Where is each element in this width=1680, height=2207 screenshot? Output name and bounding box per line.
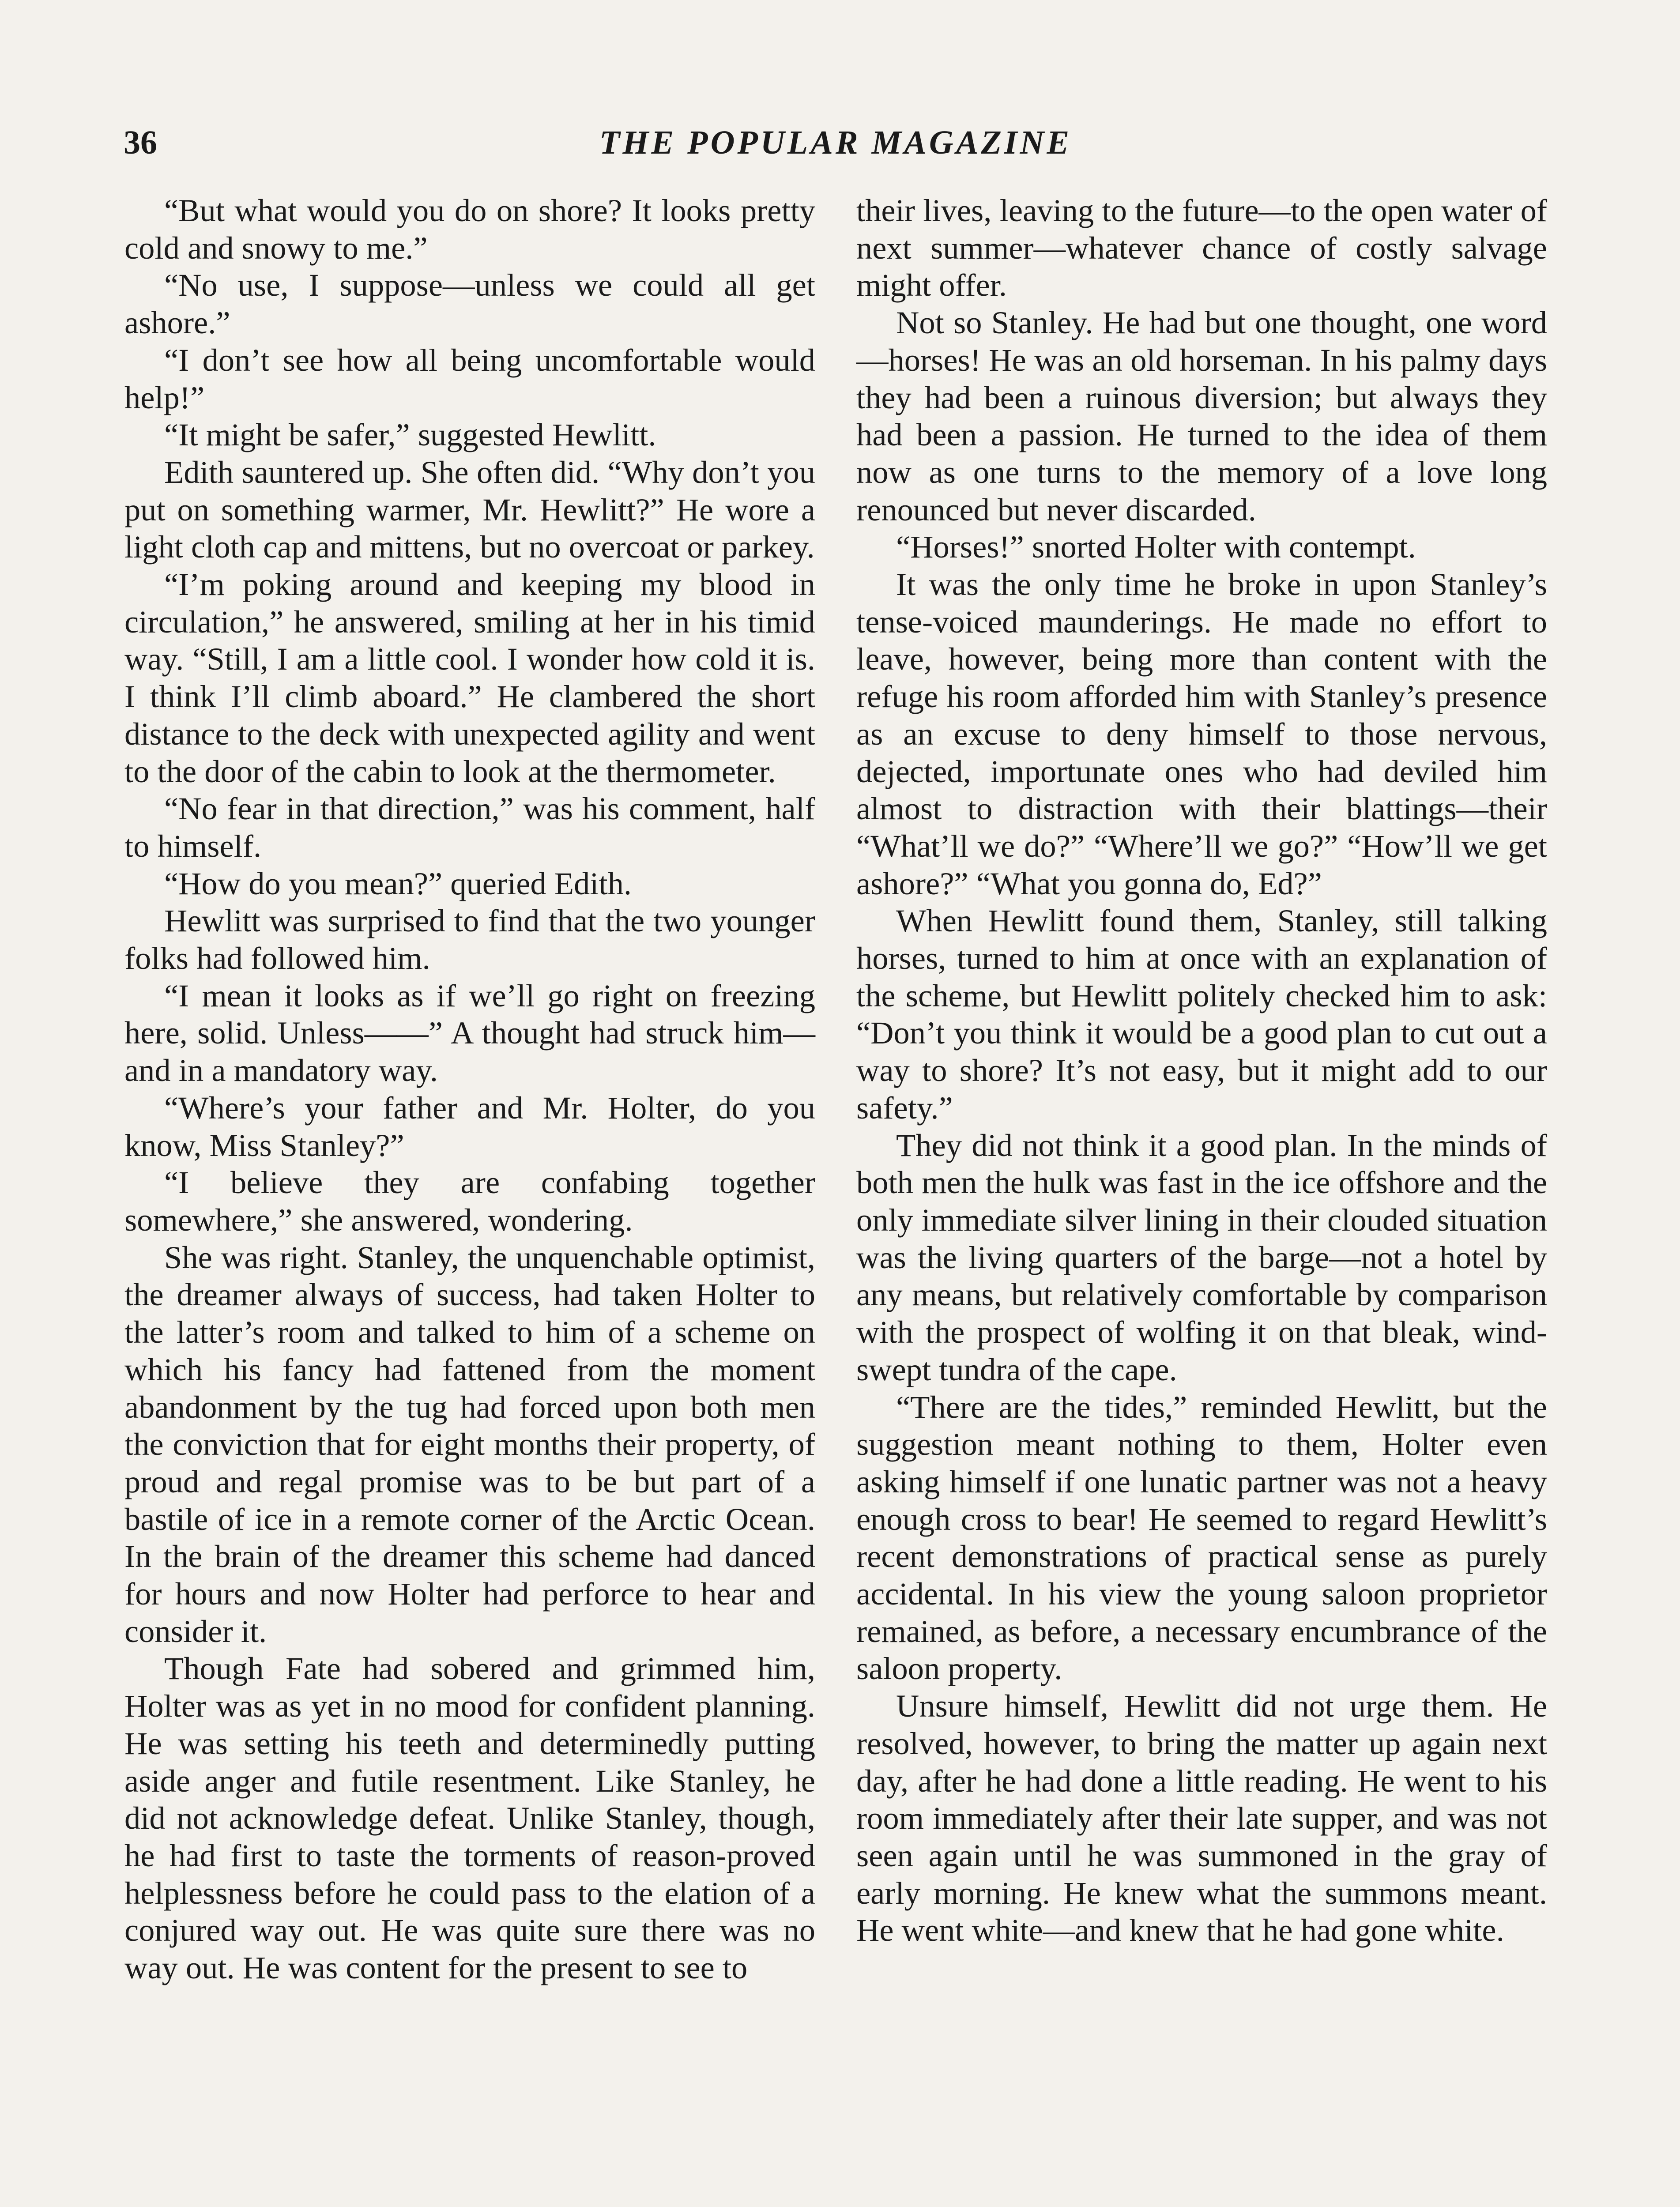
paragraph: “No use, I suppose—unless we could all get ashore.” xyxy=(124,267,815,341)
paragraph: She was right. Stanley, the unquenchable optimist, the dreamer always of success, had taken Holter to the latter’s room and talked to him of a scheme on which his fancy had fattened from the moment abandonment by the tug had forced upon both men the conviction that for eight months their property, of proud and regal promise was to be but part of a bastile of ice in a remote corner of the Arctic Ocean. In the brain of the dreamer this scheme had danced for hours and now Holter had perforce to hear and consider it. xyxy=(124,1239,815,1649)
page-header xyxy=(124,118,1548,167)
paragraph: “I mean it looks as if we’ll go right on freezing here, solid. Unless——” A thought had struck him—and in a mandatory way. xyxy=(124,977,815,1088)
paragraph: Hewlitt was surprised to find that the two younger folks had followed him. xyxy=(124,903,815,976)
paragraph: “There are the tides,” reminded Hewlitt, but the suggestion meant nothing to them, Holter even asking himself if one lunatic partner was not a heavy enough cross to bear! He seemed to regard Hewlitt’s recent demonstrations of practical sense as purely accidental. In his view the young saloon proprietor remained, as before, a necessary encumbrance of the saloon property. xyxy=(856,1389,1547,1687)
paragraph: their lives, leaving to the future—to the open water of next summer—whatever chance of costly salvage might offer. xyxy=(856,192,1547,303)
paragraph: “No fear in that direction,” was his comment, half to himself. xyxy=(124,791,815,864)
left-column xyxy=(124,192,815,1987)
paragraph: “I believe they are confabing together somewhere,” she answered, wondering. xyxy=(124,1164,815,1238)
paragraph: “Where’s your father and Mr. Holter, do you know, Miss Stanley?” xyxy=(124,1089,815,1163)
paragraph: It was the only time he broke in upon Stanley’s tense-voiced maunderings. He made no effort to leave, however, being more than content with the refuge his room afforded him with Stanley’s presence as an excuse to deny himself to those nervous, dejected, importunate ones who had deviled him almost to distraction with their blattings—their “What’ll we do?” “Where’ll we go?” “How’ll we get ashore?” “What you gonna do, Ed?” xyxy=(856,566,1547,901)
paragraph: Unsure himself, Hewlitt did not urge them. He resolved, however, to bring the matter up again next day, after he had done a little reading. He went to his room immediately after their late supper, and was not seen again until he was summoned in the gray of early morning. He knew what the summons meant. He went white—and knew that he had gone white. xyxy=(856,1688,1547,1948)
paragraph: Not so Stanley. He had but one thought, one word—horses! He was an old horseman. In his palmy days they had been a ruinous diversion; but always they had been a passion. He turned to the idea of them now as one turns to the memory of a love long renounced but never discarded. xyxy=(856,305,1547,527)
paragraph: “How do you mean?” queried Edith. xyxy=(164,865,632,901)
paragraph: “I’m poking around and keeping my blood in circulation,” he answered, smiling at her in his timid way. “Still, I am a little cool. I wonder how cold it is. I think I’ll climb aboard.” He clambered the short distance to the deck with unexpected agility and went to the door of the cabin to look at the thermometer. xyxy=(124,566,815,789)
paragraph: When Hewlitt found them, Stanley, still talking horses, turned to him at once with an explanation of the scheme, but Hewlitt politely checked him to ask: “Don’t you think it would be a good plan to cut out a way to shore? It’s not easy, but it might add to our safety.” xyxy=(856,903,1547,1126)
paragraph: Though Fate had sobered and grimmed him, Holter was as yet in no mood for confident planning. He was setting his teeth and determinedly putting aside anger and futile resentment. Like Stanley, he did not acknowledge defeat. Unlike Stanley, though, he had first to taste the torments of reason-proved helplessness before he could pass to the elation of a conjured way out. He was quite sure there was no way out. He was content for the present to see to xyxy=(124,1650,815,1986)
paragraph: Edith sauntered up. She often did. “Why don’t you put on something warmer, Mr. Hewlitt?” He wore a light cloth cap and mittens, but no overcoat or parkey. xyxy=(124,454,815,565)
paragraph: “But what would you do on shore? It looks pretty cold and snowy to me.” xyxy=(124,192,815,266)
magazine-title: THE POPULAR MAGAZINE xyxy=(599,124,1072,161)
paragraph: They did not think it a good plan. In the minds of both men the hulk was fast in the ice offshore and the only immediate silver lining in their clouded situation was the living quarters of the barge—not a hotel by any means, but relatively comfortable by comparison with the prospect of wolfing it on that bleak, wind-swept tundra of the cape. xyxy=(856,1127,1547,1387)
paragraph: “I don’t see how all being uncomfortable would help!” xyxy=(124,342,815,415)
page-number: 36 xyxy=(124,124,157,161)
paragraph: “Horses!” snorted Holter with contempt. xyxy=(896,529,1416,565)
paragraph: “It might be safer,” suggested Hewlitt. xyxy=(164,417,656,453)
right-column xyxy=(856,192,1547,1949)
